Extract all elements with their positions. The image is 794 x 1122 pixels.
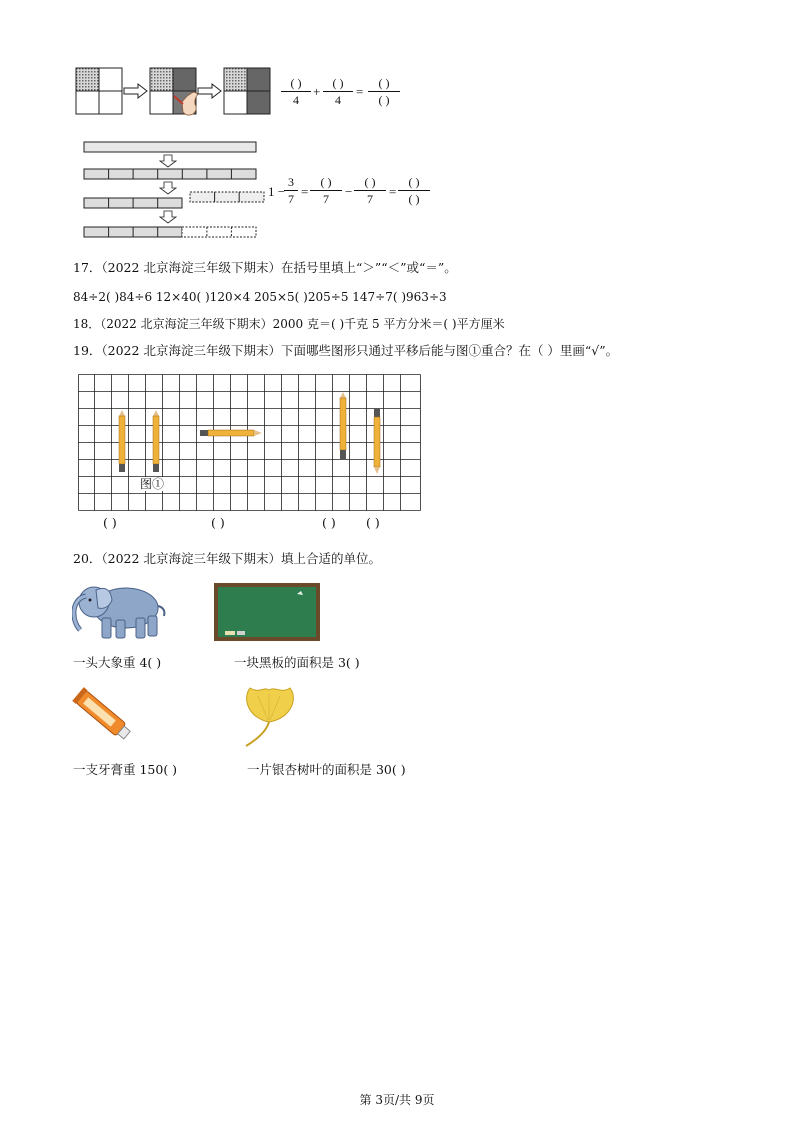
- answer-blank-4[interactable]: ( ): [366, 515, 380, 530]
- fraction-denominator: 7: [288, 192, 294, 206]
- fraction-denominator: ( ): [378, 93, 390, 107]
- square-3: [224, 68, 270, 114]
- fraction-denominator: 7: [367, 192, 373, 206]
- fraction-numerator: ( ): [320, 175, 332, 189]
- q17-items: 84÷2( )84÷6 12×40( )120×4 205×5( )205÷5 147÷7( )963÷3: [73, 290, 447, 304]
- arrow-down-icon: [160, 182, 176, 194]
- equals-sign: =: [356, 84, 364, 99]
- arrow-right-icon: [198, 84, 221, 98]
- fraction-numerator: ( ): [332, 76, 344, 90]
- strip-split: [84, 192, 264, 208]
- blackboard-question: 一块黑板的面积是 3( ): [234, 655, 360, 670]
- minus-sign: −: [345, 184, 353, 199]
- equals-sign: =: [301, 184, 309, 199]
- square-1: [76, 68, 122, 114]
- q20-title: 20．（2022 北京海淀三年级下期末）填上合适的单位。: [73, 551, 381, 566]
- fraction-blank-7b: [354, 175, 386, 206]
- strip-remaining: [84, 227, 256, 237]
- page-number: 第 3页/共 9页: [359, 1093, 435, 1107]
- pencil-flipped-icon: [374, 408, 380, 474]
- q18-text: 18．（2022 北京海淀三年级下期末）2000 克＝( )千克 5 平方分米＝( )平方厘米: [73, 317, 505, 331]
- fraction-denominator: 4: [293, 93, 299, 107]
- fraction-3: [368, 76, 400, 107]
- fraction-numerator: 3: [288, 175, 294, 189]
- blackboard-image: [213, 582, 321, 642]
- pencil-horizontal-icon: [200, 430, 262, 436]
- q19-title: 19．（2022 北京海淀三年级下期末）下面哪些图形只通过平移后能与图①重合？在（ ）里画“√”。: [73, 343, 619, 358]
- fraction-denominator: 7: [323, 192, 329, 206]
- ginkgo-leaf-image: [238, 684, 300, 750]
- fraction-3-7: [284, 175, 298, 206]
- fraction-denominator: 4: [335, 93, 341, 107]
- strip-division-diagram: [80, 138, 270, 242]
- ginkgo-question: 一片银杏树叶的面积是 30( ): [247, 762, 406, 777]
- pencil-grid: [78, 374, 422, 511]
- answer-blank-2[interactable]: ( ): [211, 515, 225, 530]
- fraction-denominator: ( ): [408, 192, 420, 206]
- plus-sign: +: [313, 84, 321, 99]
- square-shading-diagram: [70, 62, 280, 124]
- answer-blank-3[interactable]: ( ): [322, 515, 336, 530]
- fraction-2: [323, 76, 353, 107]
- fraction-numerator: ( ): [378, 76, 390, 90]
- pencil-reference-icon: [153, 410, 159, 472]
- toothpaste-question: 一支牙膏重 150( ): [73, 762, 178, 777]
- fraction-blank-answer: [398, 175, 430, 206]
- pencil-icon: [340, 392, 346, 459]
- square-2: [150, 68, 198, 115]
- equals-sign: =: [389, 184, 397, 199]
- toothpaste-image: [70, 686, 144, 748]
- figure-1-label: 图①: [140, 477, 165, 491]
- one-minus: 1 −: [268, 184, 286, 199]
- q17-title: 17．（2022 北京海淀三年级下期末）在括号里填上“＞”“＜”或“＝”。: [73, 260, 457, 275]
- fraction-blank-7a: [310, 175, 342, 206]
- arrow-down-icon: [160, 155, 176, 167]
- strip-sevenths: [84, 169, 256, 179]
- fraction-numerator: ( ): [408, 175, 420, 189]
- pencil-icon: [119, 410, 125, 472]
- fraction-numerator: ( ): [364, 175, 376, 189]
- fraction-1: [281, 76, 311, 107]
- elephant-image: [72, 578, 168, 642]
- arrow-right-icon: [124, 84, 147, 98]
- arrow-down-icon: [160, 211, 176, 223]
- answer-blank-1[interactable]: ( ): [103, 515, 117, 530]
- fraction-numerator: ( ): [290, 76, 302, 90]
- elephant-question: 一头大象重 4( ): [73, 655, 162, 670]
